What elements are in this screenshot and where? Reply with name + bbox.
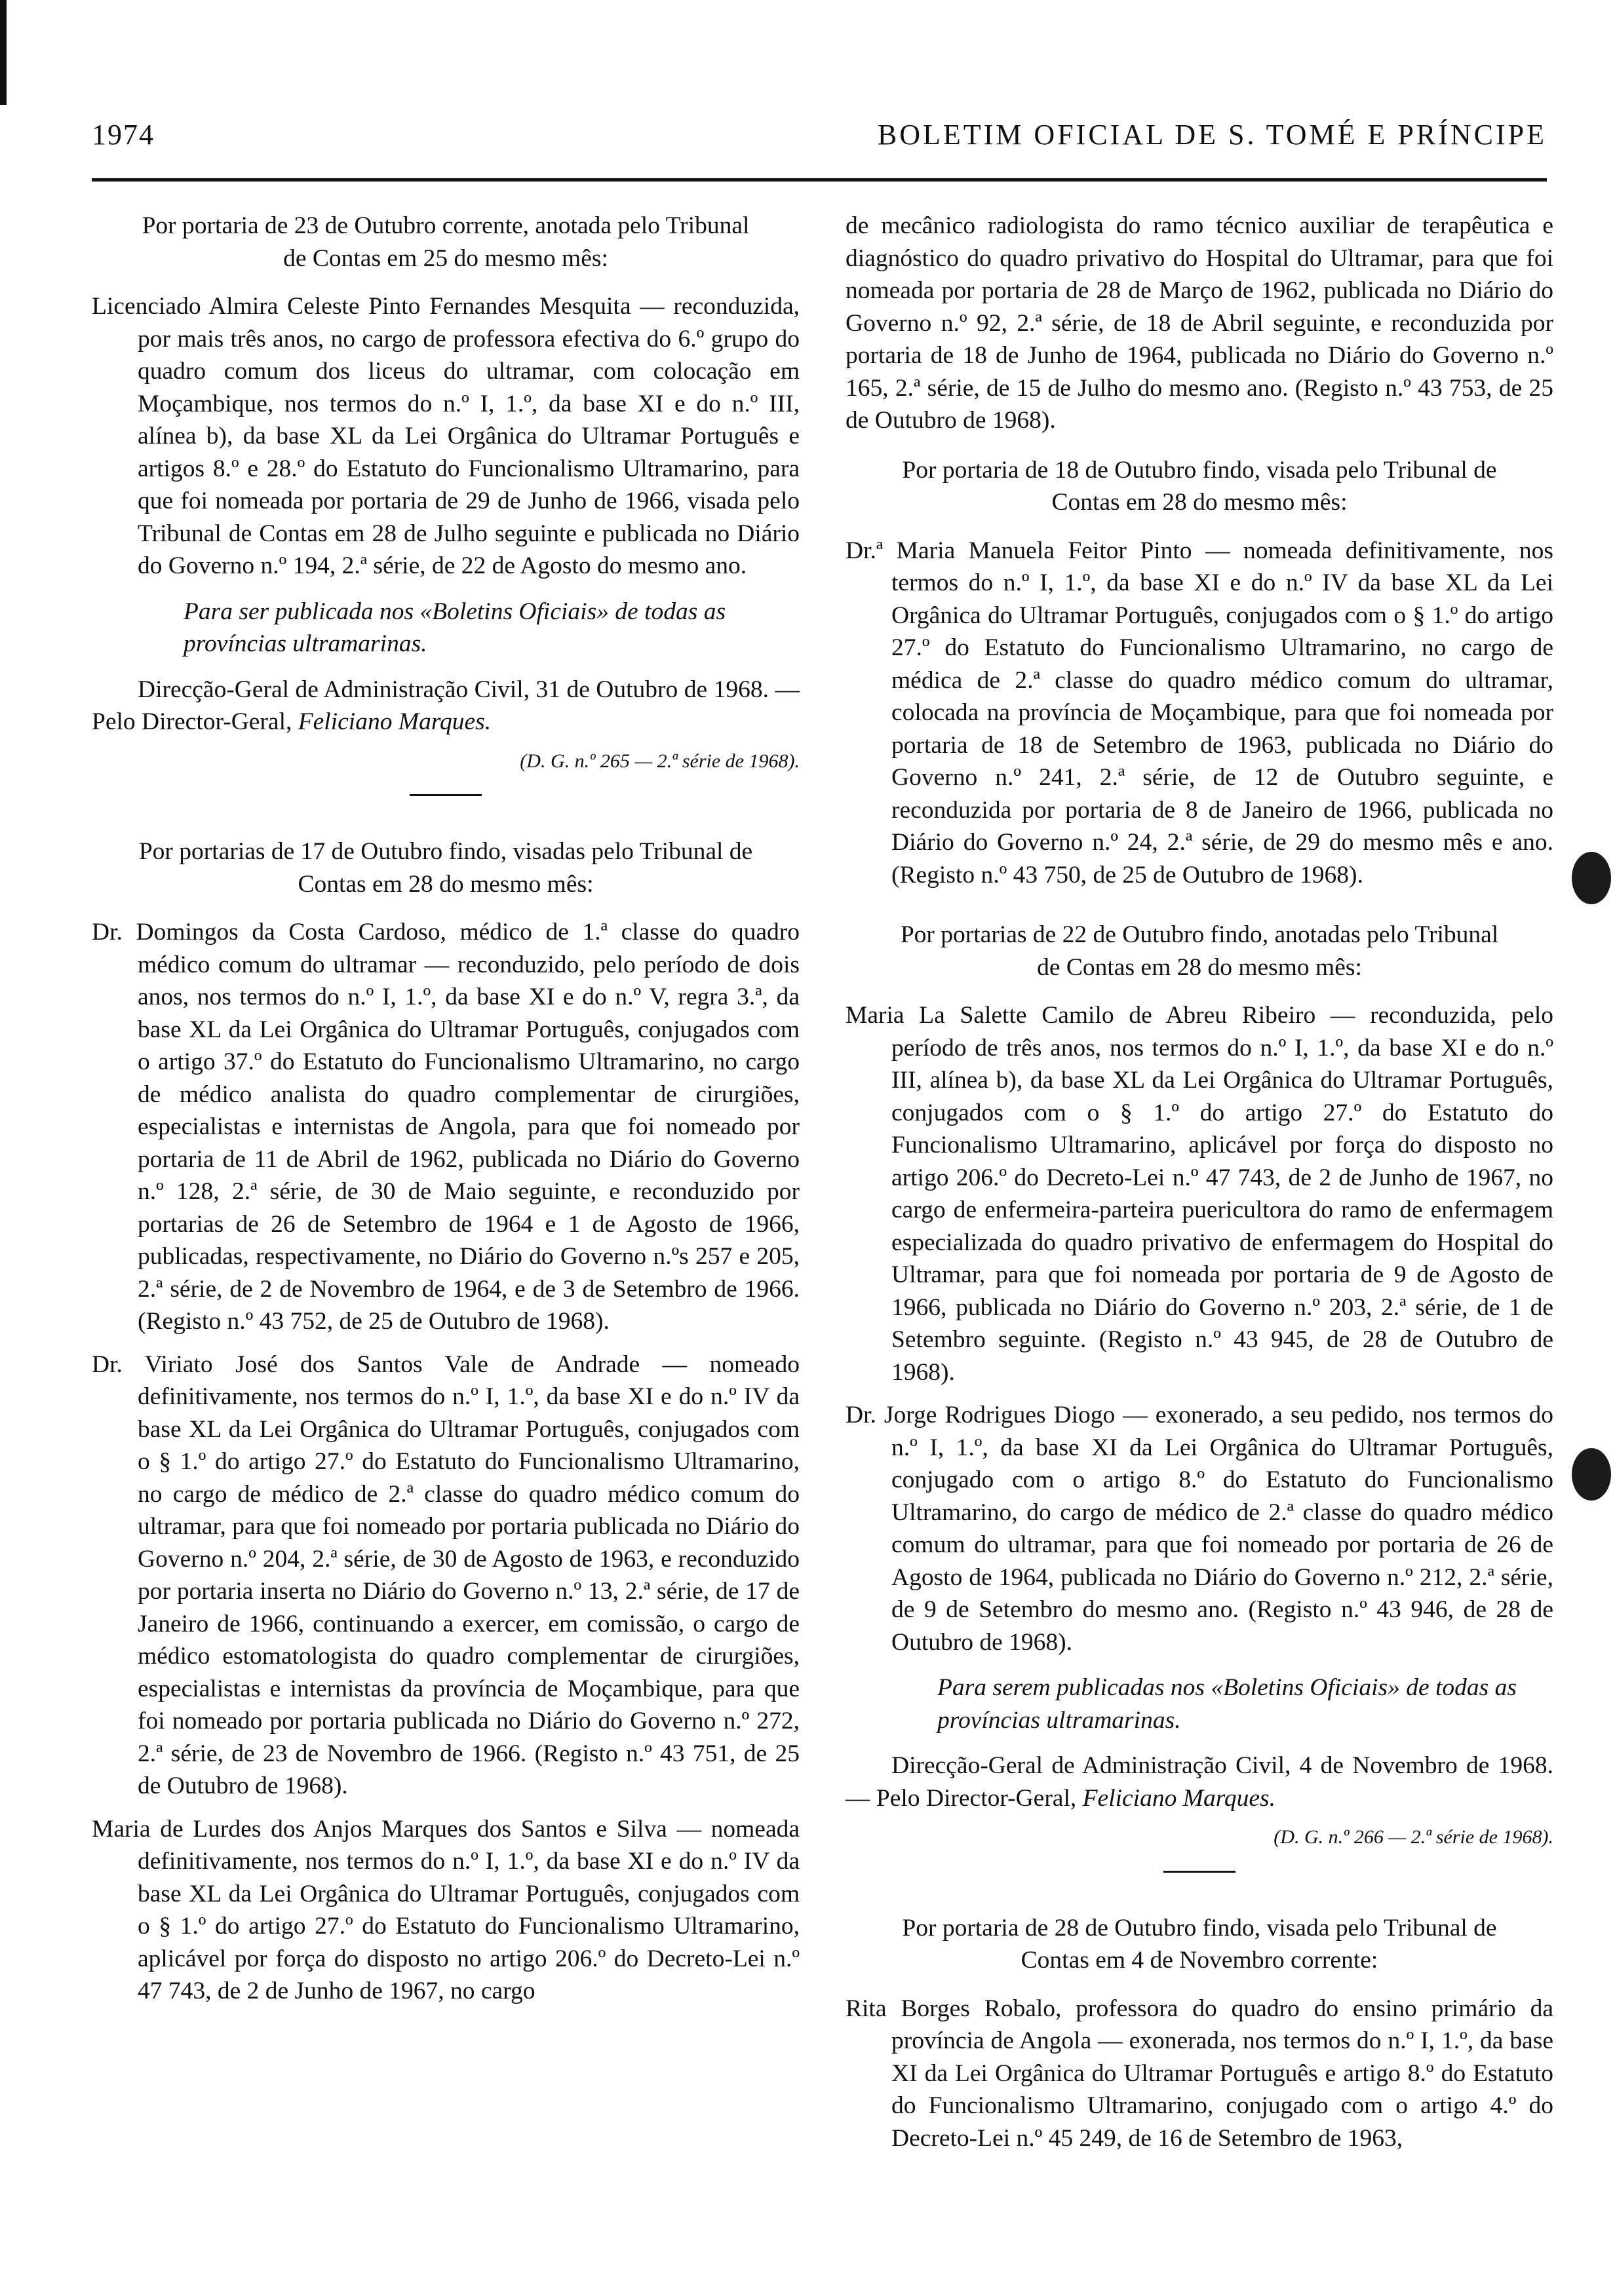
portaria-intro: Por portaria de 23 de Outubro corrente, anotada pelo Tribunal de Contas em 25 do mesmo mês: bbox=[142, 212, 750, 272]
appointment-entry: Maria La Salette Camilo de Abreu Ribeiro — reconduzida, pelo período de três anos, nos termos do n.º I, 1.º, da base XI e do n.º III, alínea b), da base XL da Lei Orgânica do Ultramar Português, conjugados com o § 1.º do artigo 27.º do Estatuto do Funcionalismo Ultramarino, aplicável por força do disposto no artigo 206.º do Decreto-Lei n.º 47 743, de 2 de Junho de 1967, no cargo de enfermeira-parteira puericultora do ramo de enfermagem especializada do quadro privativo de enfermagem do Hospital do Ultramar, para que foi nomeada por portaria de 9 de Agosto de 1966, publicada no Diário do Governo n.º 203, 2.ª série, de 1 de Setembro seguinte. (Registo n.º 43 945, de 28 de Outubro de 1968). bbox=[846, 1002, 1553, 1386]
binding-hole-mark bbox=[1572, 1448, 1611, 1501]
binding-hole-mark bbox=[1572, 852, 1611, 904]
source-reference: (D. G. n.º 266 — 2.ª série de 1968). bbox=[1274, 1826, 1553, 1848]
publication-note: Para ser publicada nos «Boletins Oficiais» de todas as províncias ultramarinas. bbox=[184, 598, 726, 657]
appointment-entry: Dr. Viriato José dos Santos Vale de Andrade — nomeado definitivamente, nos termos do n.º I, 1.º, da base XI e do n.º IV da base XL da Lei Orgânica do Ultramar Português, conjugados com o § 1.º do artigo 27.º do Estatuto do Funcionalismo Ultramarino, no cargo de médico de 2.ª classe do quadro médico comum do ultramar, para que foi nomeado por portaria publicada no Diário do Governo n.º 204, 2.ª série, de 30 de Agosto de 1963, e reconduzido por portaria inserta no Diário do Governo n.º 13, 2.ª série, de 17 de Janeiro de 1966, continuando a exercer, em comissão, o cargo de médico estomatologista do quadro complementar de cirurgiões, especialistas e internistas da província de Moçambique, para que foi nomeado por portaria publicada no Diário do Governo n.º 272, 2.ª série, de 23 de Novembro de 1966. (Registo n.º 43 751, de 25 de Outubro de 1968). bbox=[92, 1350, 800, 1799]
running-title: BOLETIM OFICIAL DE S. TOMÉ E PRÍNCIPE bbox=[877, 119, 1547, 151]
appointment-entry: Licenciado Almira Celeste Pinto Fernandes Mesquita — reconduzida, por mais três anos, no cargo de professora efectiva do 6.º grupo do quadro comum dos liceus do ultramar, com colocação em Moçambique, nos termos do n.º I, 1.º, da base XI e do n.º III, alínea b), da base XL da Lei Orgânica do Ultramar Português e artigos 8.º e 28.º do Estatuto do Funcionalismo Ultramarino, para que foi nomeada por portaria de 29 de Junho de 1966, visada pelo Tribunal de Contas em 28 de Julho seguinte e publicada no Diário do Governo n.º 194, 2.ª série, de 22 de Agosto do mesmo ano. bbox=[92, 293, 800, 579]
signature-text: Direcção-Geral de Administração Civil, 4 de Novembro de 1968. — Pelo Director-Geral, bbox=[846, 1752, 1553, 1812]
spacer bbox=[846, 902, 1553, 919]
appointment-entry: Dr. Jorge Rodrigues Diogo — exonerado, a seu pedido, nos termos do n.º I, 1.º, da base XI da Lei Orgânica do Ultramar Português, conjugado com o artigo 8.º do Estatuto do Funcionalismo Ultramarino, do cargo de médico de 2.ª classe do quadro médico comum do ultramar, para que foi nomeado por portaria de 26 de Agosto de 1964, publicada no Diário do Governo n.º 212, 2.ª série, de 9 de Setembro do mesmo ano. (Registo n.º 43 946, de 28 de Outubro de 1968). bbox=[846, 1402, 1553, 1656]
appointment-entry: Maria de Lurdes dos Anjos Marques dos Santos e Silva — nomeada definitivamente, nos termos do n.º I, 1.º, da base XI e do n.º IV da base XL da Lei Orgânica do Ultramar Português, conjugados com o § 1.º do artigo 27.º do Estatuto do Funcionalismo Ultramarino, aplicável por força do disposto no artigo 206.º do Decreto-Lei n.º 47 743, de 2 de Junho de 1967, no cargo bbox=[92, 1815, 800, 2004]
signatory-name: Feliciano Marques. bbox=[298, 708, 492, 735]
publication-note: Para serem publicadas nos «Boletins Oficiais» de todas as províncias ultramarinas. bbox=[937, 1674, 1517, 1734]
section-divider bbox=[1163, 1871, 1236, 1873]
right-column bbox=[846, 210, 1553, 2165]
signature-text: Direcção-Geral de Administração Civil, 31 de Outubro de 1968. — Pelo Director-Geral, bbox=[92, 676, 800, 735]
scan-edge-mark bbox=[0, 0, 7, 105]
left-column bbox=[92, 210, 800, 2018]
section-divider bbox=[410, 794, 482, 796]
signature-block bbox=[846, 1750, 1553, 1814]
portaria-intro: Por portarias de 17 de Outubro findo, visadas pelo Tribunal de Contas em 28 do mesmo mês: bbox=[138, 838, 753, 898]
appointment-entry: Dr. Domingos da Costa Cardoso, médico de 1.ª classe do quadro médico comum do ultramar — reconduzido, pelo período de dois anos, nos termos do n.º I, 1.º, da base XI e do n.º V, regra 3.ª, da base XL da Lei Orgânica do Ultramar Português, conjugados com o artigo 37.º do Estatuto do Funcionalismo Ultramarino, no cargo de médico analista do quadro complementar de cirurgiões, especialistas e internistas de Angola, para que foi nomeado por portaria de 11 de Abril de 1962, publicada no Diário do Governo n.º 128, 2.ª série, de 30 de Maio seguinte, e reconduzido por portarias de 26 de Setembro de 1964 e 1 de Agosto de 1966, publicadas, respectivamente, no Diário do Governo n.ºs 257 e 205, 2.ª série, de 2 de Novembro de 1964, e de 3 de Setembro de 1966. (Registo n.º 43 752, de 25 de Outubro de 1968). bbox=[92, 919, 800, 1335]
appointment-entry: Rita Borges Robalo, professora do quadro do ensino primário da província de Angola — exonerada, nos termos do n.º I, 1.º, da base XI da Lei Orgânica do Ultramar Português e artigo 8.º do Estatuto do Funcionalismo Ultramarino, conjugado com o artigo 4.º do Decreto-Lei n.º 45 249, de 16 de Setembro de 1963, bbox=[846, 1995, 1553, 2152]
header-rule bbox=[92, 178, 1547, 182]
page-number: 1974 bbox=[92, 119, 155, 151]
portaria-intro: Por portaria de 18 de Outubro findo, visada pelo Tribunal de Contas em 28 do mesmo mês: bbox=[902, 456, 1497, 516]
source-reference: (D. G. n.º 265 — 2.ª série de 1968). bbox=[520, 750, 800, 772]
spacer bbox=[846, 437, 1553, 454]
page-header bbox=[92, 111, 1547, 157]
signature-block bbox=[92, 674, 800, 738]
entry-continuation: de mecânico radiologista do ramo técnico auxiliar de terapêutica e diagnóstico do quadro privativo do Hospital do Ultramar, para que foi nomeada por portaria de 28 de Março de 1962, publicada no Diário do Governo n.º 92, 2.ª série, de 18 de Abril seguinte, e reconduzida por portaria de 18 de Junho de 1964, publicada no Diário do Governo n.º 165, 2.ª série, de 15 de Julho do mesmo ano. (Registo n.º 43 753, de 25 de Outubro de 1968). bbox=[846, 212, 1553, 434]
portaria-intro: Por portarias de 22 de Outubro findo, anotadas pelo Tribunal de Contas em 28 do mesmo mês: bbox=[900, 921, 1499, 981]
appointment-entry: Dr.ª Maria Manuela Feitor Pinto — nomeada definitivamente, nos termos do n.º I, 1.º, da base XI e do n.º IV da base XL da Lei Orgânica do Ultramar Português, conjugados com o § 1.º do artigo 27.º do Estatuto do Funcionalismo Ultramarino, no cargo de médica de 2.ª classe do quadro médico comum do ultramar, colocada na província de Moçambique, para que foi nomeada por portaria de 18 de Setembro de 1963, publicada no Diário do Governo n.º 241, 2.ª série, de 12 de Outubro seguinte, e reconduzida por portaria de 8 de Janeiro de 1966, publicada no Diário do Governo n.º 24, 2.ª série, de 29 do mesmo mês e ano. (Registo n.º 43 750, de 25 de Outubro de 1968). bbox=[846, 537, 1553, 889]
signatory-name: Feliciano Marques. bbox=[1082, 1784, 1276, 1812]
portaria-intro: Por portaria de 28 de Outubro findo, visada pelo Tribunal de Contas em 4 de Novembro corrente: bbox=[902, 1914, 1497, 1974]
